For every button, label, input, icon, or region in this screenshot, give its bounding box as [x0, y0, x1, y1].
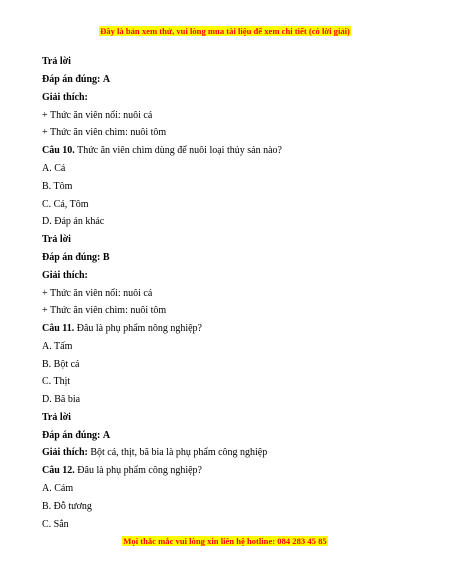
question-12 [42, 465, 202, 477]
option-d: D. Bã bia [42, 394, 81, 405]
answer-heading: Trả lời [42, 56, 71, 67]
correct-answer [42, 74, 110, 86]
explanation-note: + Thức ăn viên nổi: nuôi cá [42, 288, 153, 299]
explanation-label: Giải thích: [42, 447, 88, 458]
option-c: C. Cá, Tôm [42, 199, 89, 210]
option-b: B. Bột cá [42, 359, 80, 370]
answer-heading: Trả lời [42, 234, 71, 245]
question-text: Đâu là phụ phẩm nông nghiệp? [76, 323, 202, 334]
hotline-text: Mọi thắc mắc vui lòng xin liên hệ hotline: 084 283 45 85 [123, 536, 327, 546]
question-number: Câu 10. [42, 145, 75, 156]
option-a: A. Cám [42, 483, 74, 494]
option-c: C. Sắn [42, 519, 69, 530]
question-text: Đâu là phụ phẩm công nghiệp? [77, 465, 202, 476]
correct-answer-value: A [102, 74, 111, 85]
option-a: A. Cá [42, 163, 66, 174]
option-b: B. Tôm [42, 181, 73, 192]
option-a: A. Tấm [42, 341, 73, 352]
explanation-note: + Thức ăn viên chìm: nuôi tôm [42, 305, 167, 316]
option-b: B. Đỗ tương [42, 501, 92, 512]
question-text: Thức ăn viên chìm dùng để nuôi loại thủy sản nào? [77, 145, 282, 156]
correct-answer [42, 430, 110, 442]
correct-answer-label: Đáp án đúng: [42, 252, 101, 263]
explanation [42, 447, 267, 459]
question-11 [42, 323, 202, 335]
question-number: Câu 12. [42, 465, 75, 476]
correct-answer-label: Đáp án đúng: [42, 74, 101, 85]
correct-answer-value: A [102, 430, 111, 441]
correct-answer-value: B [102, 252, 110, 263]
option-d: D. Đáp án khác [42, 216, 105, 227]
answer-heading: Trả lời [42, 412, 71, 423]
question-10 [42, 145, 282, 157]
explanation-text: Bột cá, thịt, bã bia là phụ phẩm công nghiệp [90, 447, 268, 458]
explanation-label: Giải thích: [42, 270, 88, 281]
question-number: Câu 11. [42, 323, 75, 334]
correct-answer-label: Đáp án đúng: [42, 430, 101, 441]
option-c: C. Thịt [42, 376, 71, 387]
explanation-note: + Thức ăn viên nổi: nuôi cá [42, 110, 153, 121]
preview-notice-text: Đây là bản xem thử, vui lòng mua tài liệu để xem chi tiết (có lời giải) [100, 26, 350, 36]
hotline-banner [0, 536, 450, 546]
explanation-label: Giải thích: [42, 92, 88, 103]
explanation-note: + Thức ăn viên chìm: nuôi tôm [42, 127, 167, 138]
correct-answer [42, 252, 110, 264]
preview-notice-banner [0, 26, 450, 36]
